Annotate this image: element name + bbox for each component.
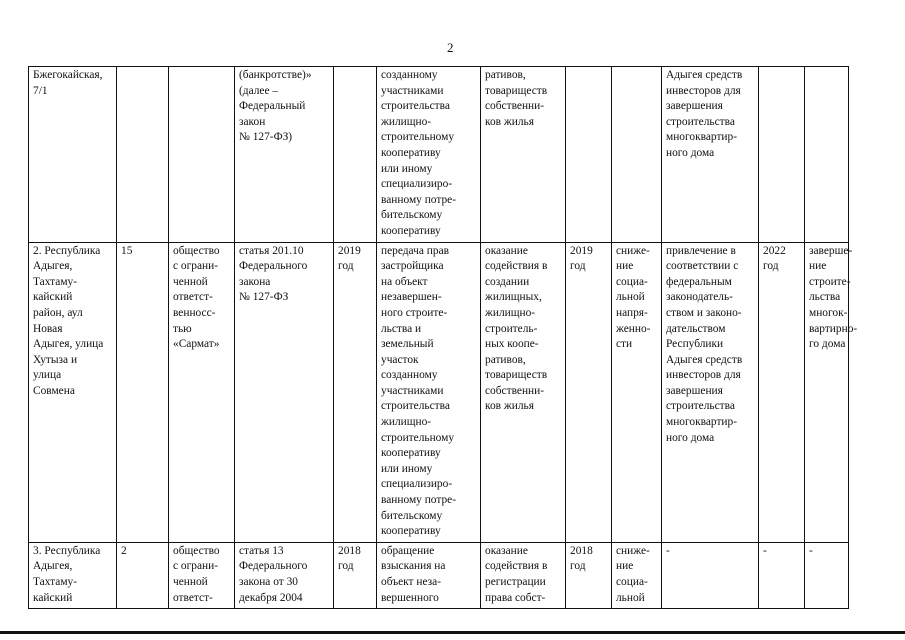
cell-text-line: жилищно-	[381, 416, 432, 429]
cell-text-line: сниже-	[616, 244, 650, 257]
count-cell	[117, 67, 169, 243]
cell-text-line: созданному	[381, 369, 438, 382]
cell-text-line: Бжегокайская,	[33, 69, 103, 81]
cell-text-line: го дома	[809, 338, 846, 351]
cell-text-line: бительскому	[381, 209, 443, 222]
cell-text-line: создании	[485, 275, 530, 288]
cell-text-line: общество	[173, 244, 220, 257]
cell-text-line: строитель-	[485, 322, 538, 335]
support-year-cell	[566, 242, 612, 542]
developer-cell	[169, 242, 235, 542]
cell-text-line: № 127-ФЗ	[239, 291, 289, 304]
cell-text-line: год	[338, 260, 354, 273]
cell-text-line: 2018	[570, 544, 593, 557]
year-cell	[334, 542, 377, 608]
cell-text-line: Адыгея, улица	[33, 338, 104, 351]
cell-text-line: или иному	[381, 462, 433, 475]
count-cell	[117, 542, 169, 608]
location-cell	[29, 542, 117, 608]
page-number: 2	[447, 40, 454, 55]
cell-text-line: строительному	[381, 131, 455, 144]
cell-text-line: общество	[173, 544, 220, 557]
cell-text-line: законодатель-	[666, 291, 733, 304]
cell-text-line: соответствии с	[666, 260, 739, 273]
cell-text-line: ние	[616, 260, 634, 273]
cell-text-line: сниже-	[616, 544, 650, 557]
cell-text-line: -	[809, 544, 813, 557]
cell-text-line: ванному потре-	[381, 193, 457, 206]
cell-text-line: вершенного	[381, 591, 439, 604]
cell-text-line: «Сармат»	[173, 338, 220, 351]
measure-cell	[377, 67, 481, 243]
cell-text-line: завершения	[666, 100, 723, 113]
cell-text-line: ративов,	[485, 353, 526, 366]
cell-text-line: льства и	[381, 322, 422, 335]
developer-cell	[169, 67, 235, 243]
cell-text-line: ного дома	[666, 431, 715, 444]
cell-text-line: специализиро-	[381, 178, 453, 191]
cell-text-line: кооперативу	[381, 525, 441, 538]
cell-text-line: специализиро-	[381, 478, 453, 491]
cell-text-line: -	[666, 544, 670, 557]
cell-text-line: земельный	[381, 338, 434, 351]
cell-text-line: улица	[33, 369, 62, 382]
cell-text-line: строительства	[381, 400, 450, 413]
cell-text-line: (далее –	[239, 84, 279, 97]
cell-text-line: права собст-	[485, 591, 546, 604]
cell-text-line: Федеральный	[239, 100, 306, 113]
cell-text-line: Республики	[666, 338, 724, 351]
result-cell	[805, 67, 849, 243]
cell-text-line: Федерального	[239, 260, 308, 273]
cell-text-line: многоквартир-	[666, 416, 738, 429]
cell-text-line: с ограни-	[173, 260, 219, 273]
cell-text-line: строительства	[381, 100, 450, 113]
cell-text-line: ние	[809, 260, 827, 273]
cell-text-line: обращение	[381, 544, 435, 557]
cell-text-line: собственни-	[485, 384, 545, 397]
cell-text-line: участниками	[381, 84, 444, 97]
cell-text-line: год	[570, 560, 586, 573]
support-cell	[481, 242, 566, 542]
cell-text-line: содействия в	[485, 260, 548, 273]
cell-text-line: льства	[809, 291, 841, 304]
law-article-cell	[235, 542, 334, 608]
cell-text-line: № 127-ФЗ)	[239, 131, 293, 144]
cell-text-line: ответст-	[173, 591, 213, 604]
cell-text-line: Адыгея,	[33, 560, 73, 573]
result-cell	[805, 542, 849, 608]
cell-text-line: участниками	[381, 384, 444, 397]
year-cell	[334, 242, 377, 542]
cell-text-line: Новая	[33, 322, 63, 335]
cell-text-line: строительному	[381, 431, 455, 444]
cell-text-line: бительскому	[381, 509, 443, 522]
cell-text-line: кайский	[33, 591, 73, 604]
cell-text-line: год	[570, 260, 586, 273]
cell-text-line: объект неза-	[381, 576, 442, 588]
cell-text-line: на объект	[381, 275, 428, 288]
cell-text-line: ванному потре-	[381, 494, 457, 507]
table-body	[29, 67, 858, 609]
cell-text-line: жилищно-	[381, 115, 432, 128]
cell-text-line: закона	[239, 275, 271, 288]
cell-text-line: инвесторов для	[666, 369, 741, 382]
cell-text-line: дательством	[666, 322, 726, 335]
data-table	[28, 66, 858, 609]
cell-text-line: напря-	[616, 306, 648, 319]
cell-text-line: кайский	[33, 291, 73, 304]
effect-cell	[612, 542, 662, 608]
cell-text-line: год	[763, 260, 779, 273]
cell-text-line: Совмена	[33, 384, 75, 397]
cell-text-line: с ограни-	[173, 560, 219, 573]
cell-text-line: статья 201.10	[239, 244, 304, 257]
cell-text-line: оказание	[485, 544, 528, 557]
cell-text-line: оказание	[485, 244, 528, 257]
cell-text-line: ченной	[173, 275, 208, 288]
cell-text-line: строительства	[666, 400, 735, 413]
support-year-cell	[566, 67, 612, 243]
cell-text-line: незавершен-	[381, 291, 442, 304]
cell-text-line: социа-	[616, 275, 648, 288]
effect-cell	[612, 242, 662, 542]
cell-text-line: жилищных,	[485, 291, 542, 304]
cell-text-line: застройщика	[381, 260, 444, 273]
cell-text-line: район, аул	[33, 306, 83, 319]
investors-cell	[662, 67, 759, 243]
completion-year-cell	[759, 542, 805, 608]
cell-text-line: ративов,	[485, 69, 526, 81]
cell-text-line: ного дома	[666, 146, 715, 159]
cell-text-line: товариществ	[485, 369, 548, 382]
investors-cell	[662, 542, 759, 608]
cell-text-line: ние	[616, 560, 634, 573]
bottom-scan-edge	[0, 631, 905, 634]
cell-text-line: ответст-	[173, 291, 213, 304]
cell-text-line: Хутыза и	[33, 353, 78, 366]
cell-text-line: жилищно-	[485, 306, 536, 319]
cell-text-line: вартирно-	[809, 322, 858, 335]
cell-text-line: инвесторов для	[666, 84, 741, 97]
cell-text-line: привлечение в	[666, 244, 736, 257]
cell-text-line: или иному	[381, 162, 433, 175]
cell-text-line: Адыгея средств	[666, 353, 743, 366]
cell-text-line: тью	[173, 322, 192, 335]
cell-text-line: товариществ	[485, 84, 548, 97]
support-cell	[481, 67, 566, 243]
cell-text-line: ного строите-	[381, 306, 448, 319]
cell-text-line: строите-	[809, 275, 851, 288]
cell-text-line: социа-	[616, 576, 648, 588]
table-row	[29, 67, 849, 243]
location-cell	[29, 242, 117, 542]
cell-text-line: 7/1	[33, 84, 48, 97]
cell-text-line: кооперативу	[381, 447, 441, 460]
cell-text-line: 2019	[338, 244, 361, 257]
cell-text-line: 2018	[338, 544, 361, 557]
cell-text-line: содействия в	[485, 560, 548, 573]
cell-text-line: льной	[616, 291, 645, 304]
cell-text-line: заверше-	[809, 244, 853, 257]
cell-text-line: 2019	[570, 244, 593, 257]
cell-text-line: ков жилья	[485, 400, 534, 413]
cell-text-line: федеральным	[666, 275, 732, 288]
cell-text-line: 3. Республика	[33, 544, 101, 557]
cell-text-line: ков жилья	[485, 115, 534, 128]
cell-text-line: венносс-	[173, 306, 216, 319]
cell-text-line: статья 13	[239, 544, 284, 557]
cell-text-line: 2	[121, 544, 127, 557]
cell-text-line: декабря 2004	[239, 591, 303, 604]
cell-text-line: 2022	[763, 244, 786, 257]
developer-cell	[169, 542, 235, 608]
cell-text-line: Адыгея,	[33, 260, 73, 273]
cell-text-line: кооперативу	[381, 146, 441, 159]
cell-text-line: закон	[239, 115, 266, 128]
investors-cell	[662, 242, 759, 542]
cell-text-line: созданному	[381, 69, 438, 81]
cell-text-line: взыскания на	[381, 560, 446, 573]
cell-text-line: 2. Республика	[33, 244, 101, 257]
support-year-cell	[566, 542, 612, 608]
effect-cell	[612, 67, 662, 243]
cell-text-line: ством и законо-	[666, 306, 742, 319]
cell-text-line: закона от 30	[239, 576, 298, 588]
cell-text-line: регистрации	[485, 576, 546, 588]
completion-year-cell	[759, 242, 805, 542]
table-row	[29, 542, 849, 608]
completion-year-cell	[759, 67, 805, 243]
cell-text-line: женно-	[616, 322, 651, 335]
law-article-cell	[235, 242, 334, 542]
cell-text-line: передача прав	[381, 244, 450, 257]
result-cell	[805, 242, 858, 542]
year-cell	[334, 67, 377, 243]
table-row	[29, 242, 849, 542]
cell-text-line: участок	[381, 353, 419, 366]
cell-text-line: Тахтаму-	[33, 275, 78, 288]
cell-text-line: Тахтаму-	[33, 576, 78, 588]
cell-text-line: ных коопе-	[485, 338, 539, 351]
cell-text-line: многоквартир-	[666, 131, 738, 144]
cell-text-line: собственни-	[485, 100, 545, 113]
support-cell	[481, 542, 566, 608]
cell-text-line: Федерального	[239, 560, 308, 573]
location-cell	[29, 67, 117, 243]
cell-text-line: Адыгея средств	[666, 69, 743, 81]
cell-text-line: год	[338, 560, 354, 573]
cell-text-line: сти	[616, 338, 633, 351]
cell-text-line: завершения	[666, 384, 723, 397]
cell-text-line: многок-	[809, 306, 848, 319]
cell-text-line: строительства	[666, 115, 735, 128]
count-cell	[117, 242, 169, 542]
cell-text-line: кооперативу	[381, 224, 441, 237]
cell-text-line: 15	[121, 244, 133, 257]
cell-text-line: льной	[616, 591, 645, 604]
cell-text-line: (банкротстве)»	[239, 69, 312, 81]
cell-text-line: -	[763, 544, 767, 557]
measure-cell	[377, 242, 481, 542]
measure-cell	[377, 542, 481, 608]
cell-text-line: ченной	[173, 576, 208, 588]
law-article-cell	[235, 67, 334, 243]
